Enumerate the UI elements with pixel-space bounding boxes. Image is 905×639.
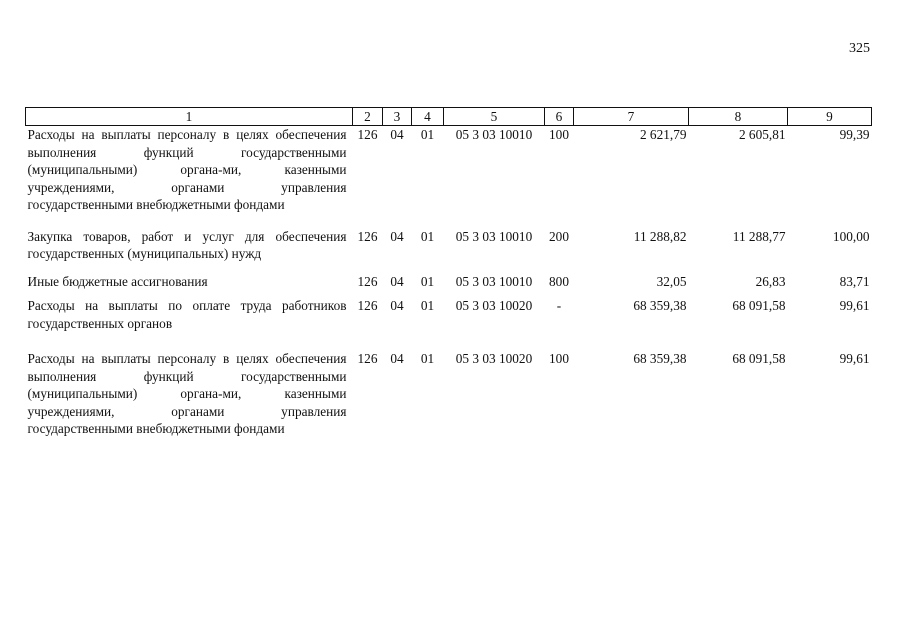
- target-article-code: 05 3 03 10010: [455, 228, 533, 244]
- table-row: [26, 297, 872, 350]
- subsection-code: 01: [420, 127, 435, 142]
- table-row: [26, 273, 872, 298]
- executed-amount: 11 288,77: [732, 228, 786, 244]
- executed-amount: 68 091,58: [732, 351, 786, 366]
- execution-percent: 99,39: [839, 127, 870, 142]
- expense-type-code: 100: [549, 127, 569, 142]
- expense-description: Закупка товаров, работ и услуг для обеспечения государственных (муниципальных) нужд: [27, 228, 347, 261]
- expense-type-code: 200: [549, 228, 569, 244]
- table-row: [26, 228, 872, 273]
- target-article-code: 05 3 03 10020: [455, 298, 533, 313]
- budget-table: [25, 107, 872, 438]
- expense-type-code: 800: [549, 273, 569, 289]
- execution-percent: 83,71: [839, 273, 870, 289]
- execution-percent: 100,00: [832, 228, 870, 244]
- header-col-1: 1: [26, 108, 353, 126]
- header-col-7: 7: [574, 108, 689, 126]
- expense-description: Расходы на выплаты персоналу в целях обеспечения выполнения функций государственными (муниципальными) органа-ми, казенными учреждениями, органами управления государственными внебюджетными фондами: [27, 127, 347, 212]
- expense-description: Расходы на выплаты персоналу в целях обеспечения выполнения функций государственными (муниципальными) органа-ми, казенными учреждениями, органами управления государственными внебюджетными фондами: [27, 351, 347, 436]
- planned-amount: 11 288,82: [633, 228, 687, 244]
- table-header-row: [26, 108, 872, 126]
- section-code: 04: [390, 298, 404, 313]
- ministry-code: 126: [357, 228, 378, 244]
- planned-amount: 2 621,79: [639, 127, 687, 142]
- header-col-9: 9: [788, 108, 872, 126]
- planned-amount: 68 359,38: [633, 298, 687, 313]
- target-article-code: 05 3 03 10010: [455, 273, 533, 289]
- section-code: 04: [390, 351, 404, 366]
- subsection-code: 01: [420, 351, 435, 366]
- execution-percent: 99,61: [839, 351, 870, 366]
- target-article-code: 05 3 03 10020: [455, 351, 533, 366]
- header-col-3: 3: [383, 108, 412, 126]
- ministry-code: 126: [357, 351, 378, 366]
- expense-description: Иные бюджетные ассигнования: [27, 273, 208, 289]
- table-row: [26, 350, 872, 438]
- executed-amount: 26,83: [755, 273, 786, 289]
- table-row: [26, 126, 872, 228]
- header-col-4: 4: [412, 108, 444, 126]
- expense-description: Расходы на выплаты по оплате труда работников государственных органов: [27, 298, 347, 331]
- expense-type-code: 100: [549, 351, 569, 366]
- header-col-5: 5: [444, 108, 545, 126]
- header-col-2: 2: [353, 108, 383, 126]
- header-col-8: 8: [689, 108, 788, 126]
- executed-amount: 68 091,58: [732, 298, 786, 313]
- header-col-6: 6: [545, 108, 574, 126]
- ministry-code: 126: [357, 127, 378, 142]
- planned-amount: 68 359,38: [633, 351, 687, 366]
- planned-amount: 32,05: [656, 273, 687, 289]
- ministry-code: 126: [357, 298, 378, 313]
- execution-percent: 99,61: [839, 298, 870, 313]
- subsection-code: 01: [420, 228, 435, 244]
- executed-amount: 2 605,81: [738, 127, 786, 142]
- subsection-code: 01: [420, 298, 435, 313]
- page-number: 325: [849, 41, 870, 56]
- section-code: 04: [390, 273, 404, 289]
- section-code: 04: [390, 228, 404, 244]
- target-article-code: 05 3 03 10010: [455, 127, 533, 142]
- expense-type-code: -: [556, 298, 562, 313]
- ministry-code: 126: [357, 273, 378, 289]
- section-code: 04: [390, 127, 404, 142]
- subsection-code: 01: [420, 273, 435, 289]
